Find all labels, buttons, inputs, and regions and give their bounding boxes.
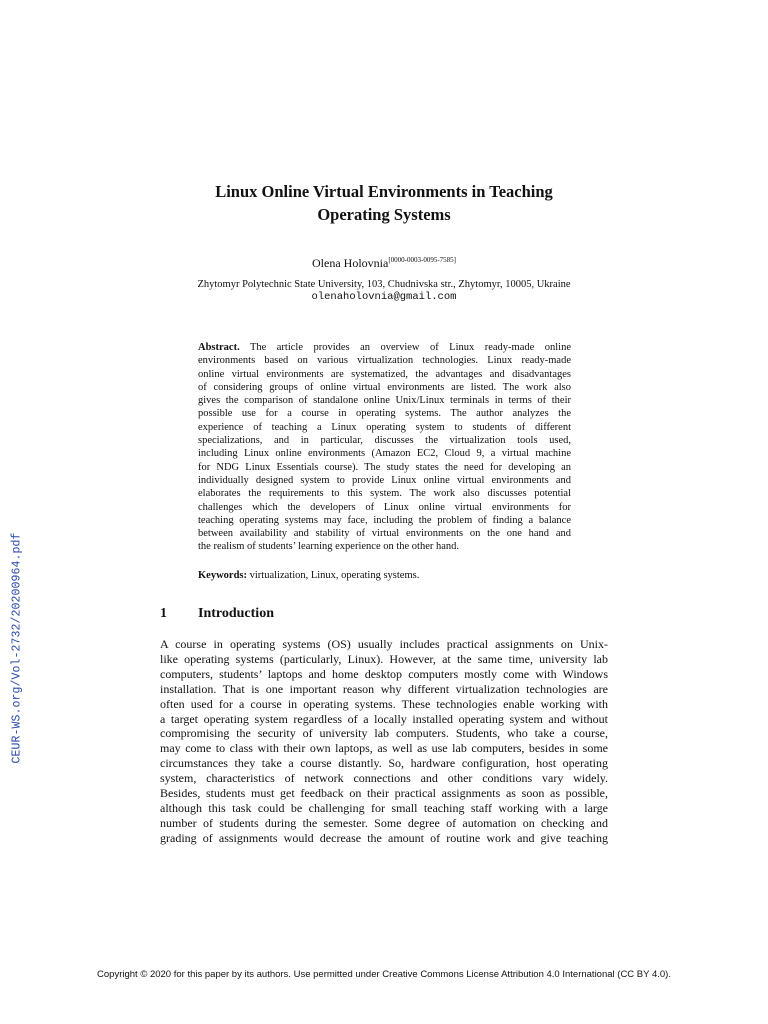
body-line: although this task could be challenging for small teaching staff working with a large: [160, 800, 608, 815]
paper-title-line: Linux Online Virtual Environments in Teaching: [215, 182, 553, 201]
author: [160, 251, 608, 272]
abstract-line: online virtual environments are systematized, the advantages and disadvantages: [198, 368, 571, 380]
abstract-label: Abstract.: [198, 342, 240, 353]
body-line: system, characteristics of network connections and other conditions vary widely.: [160, 771, 608, 786]
abstract-line-text: The article provides an overview of Linux ready-made online: [239, 342, 571, 353]
abstract-line: gives the comparison of standalone online Unix/Linux terminals in terms of their: [198, 395, 571, 407]
body-line: computers, students’ laptops and home desktop computers mostly come with Windows: [160, 666, 608, 681]
body-text: [160, 637, 608, 846]
abstract-line: environments based on various virtualization technologies. Linux ready-made: [198, 355, 571, 367]
body-line: like operating systems (particularly, Linux). However, at the same time, university lab: [160, 651, 608, 666]
body-line: Besides, students must get feedback on their practical assignments as soon as possible,: [160, 786, 608, 801]
abstract-line: teaching operating systems may face, including the problem of finding a balance: [198, 514, 571, 526]
abstract-line: challenges which the developers of Linux online virtual environments for: [198, 501, 571, 513]
abstract-line: for NDG Linux Essentials course). The study states the need for developing an: [198, 461, 571, 473]
keywords-label: Keywords:: [198, 570, 247, 581]
body-line: circumstances they take a course distantly. So, hardware configuration, host operating: [160, 756, 608, 771]
abstract: [198, 341, 571, 554]
abstract-line: [198, 341, 571, 354]
keywords-text: virtualization, Linux, operating systems.: [247, 570, 420, 581]
body-line: often used for a course in operating systems. These technologies enable working with: [160, 696, 608, 711]
body-line: grading of assignments would decrease the amount of routine work and give teaching: [160, 830, 608, 845]
abstract-line: of considering groups of online virtual environments are listed. The work also: [198, 381, 571, 393]
section-title: Introduction: [198, 606, 274, 621]
author-name: Olena Holovnia: [312, 256, 389, 270]
author-orcid: [0000-0003-0095-7585]: [388, 256, 456, 264]
ceur-side-link[interactable]: [11, 528, 23, 768]
abstract-line: between availability and stability of virtual environments on the one hand and: [198, 528, 571, 540]
abstract-line: elaborates the requirements to this system. The work also discusses potential: [198, 488, 571, 500]
abstract-line: including Linux online environments (Amazon EC2, Cloud 9, a virtual machine: [198, 448, 571, 460]
body-line: a target operating system regardless of a locally installed operating system and without: [160, 711, 608, 726]
body-line: may come to class with their own laptops, as well as use lab computers, besides in some: [160, 741, 608, 756]
abstract-line: specializations, and in particular, discusses the virtualization tools used,: [198, 435, 571, 447]
paper-title: [160, 180, 608, 226]
abstract-line: possible use for a course in operating systems. The author analyzes the: [198, 408, 571, 420]
author-email[interactable]: olenaholovnia@gmail.com: [311, 291, 457, 303]
keywords: [198, 569, 571, 582]
body-line: A course in operating systems (OS) usually includes practical assignments on Unix-: [160, 637, 608, 651]
abstract-line: the realism of students’ learning experience on the other hand.: [198, 541, 460, 553]
section-heading: [160, 605, 608, 623]
abstract-line: individually designed system to provide Linux online virtual environments and: [198, 474, 571, 486]
body-line: number of students during the semester. Some degree of automation on checking and: [160, 815, 608, 830]
copyright-footer: Copyright © 2020 for this paper by its authors. Use permitted under Creative Commons License Attribution 4.0 International (CC BY 4.0).: [97, 969, 671, 980]
section-number: 1: [160, 606, 167, 621]
ceur-side-link-text: CEUR-WS.org/Vol-2732/20200964.pdf: [10, 532, 24, 764]
body-line: compromising the security of university lab computers. Students, who take a course,: [160, 726, 608, 741]
abstract-line: experience of teaching a Linux operating system to students of different: [198, 421, 571, 433]
affiliation: Zhytomyr Polytechnic State University, 103, Chudnivska str., Zhytomyr, 10005, Ukraine: [197, 279, 571, 290]
body-line: installation. That is one important reason why different virtualization technologies are: [160, 681, 608, 696]
paper-title-line: Operating Systems: [317, 205, 451, 224]
